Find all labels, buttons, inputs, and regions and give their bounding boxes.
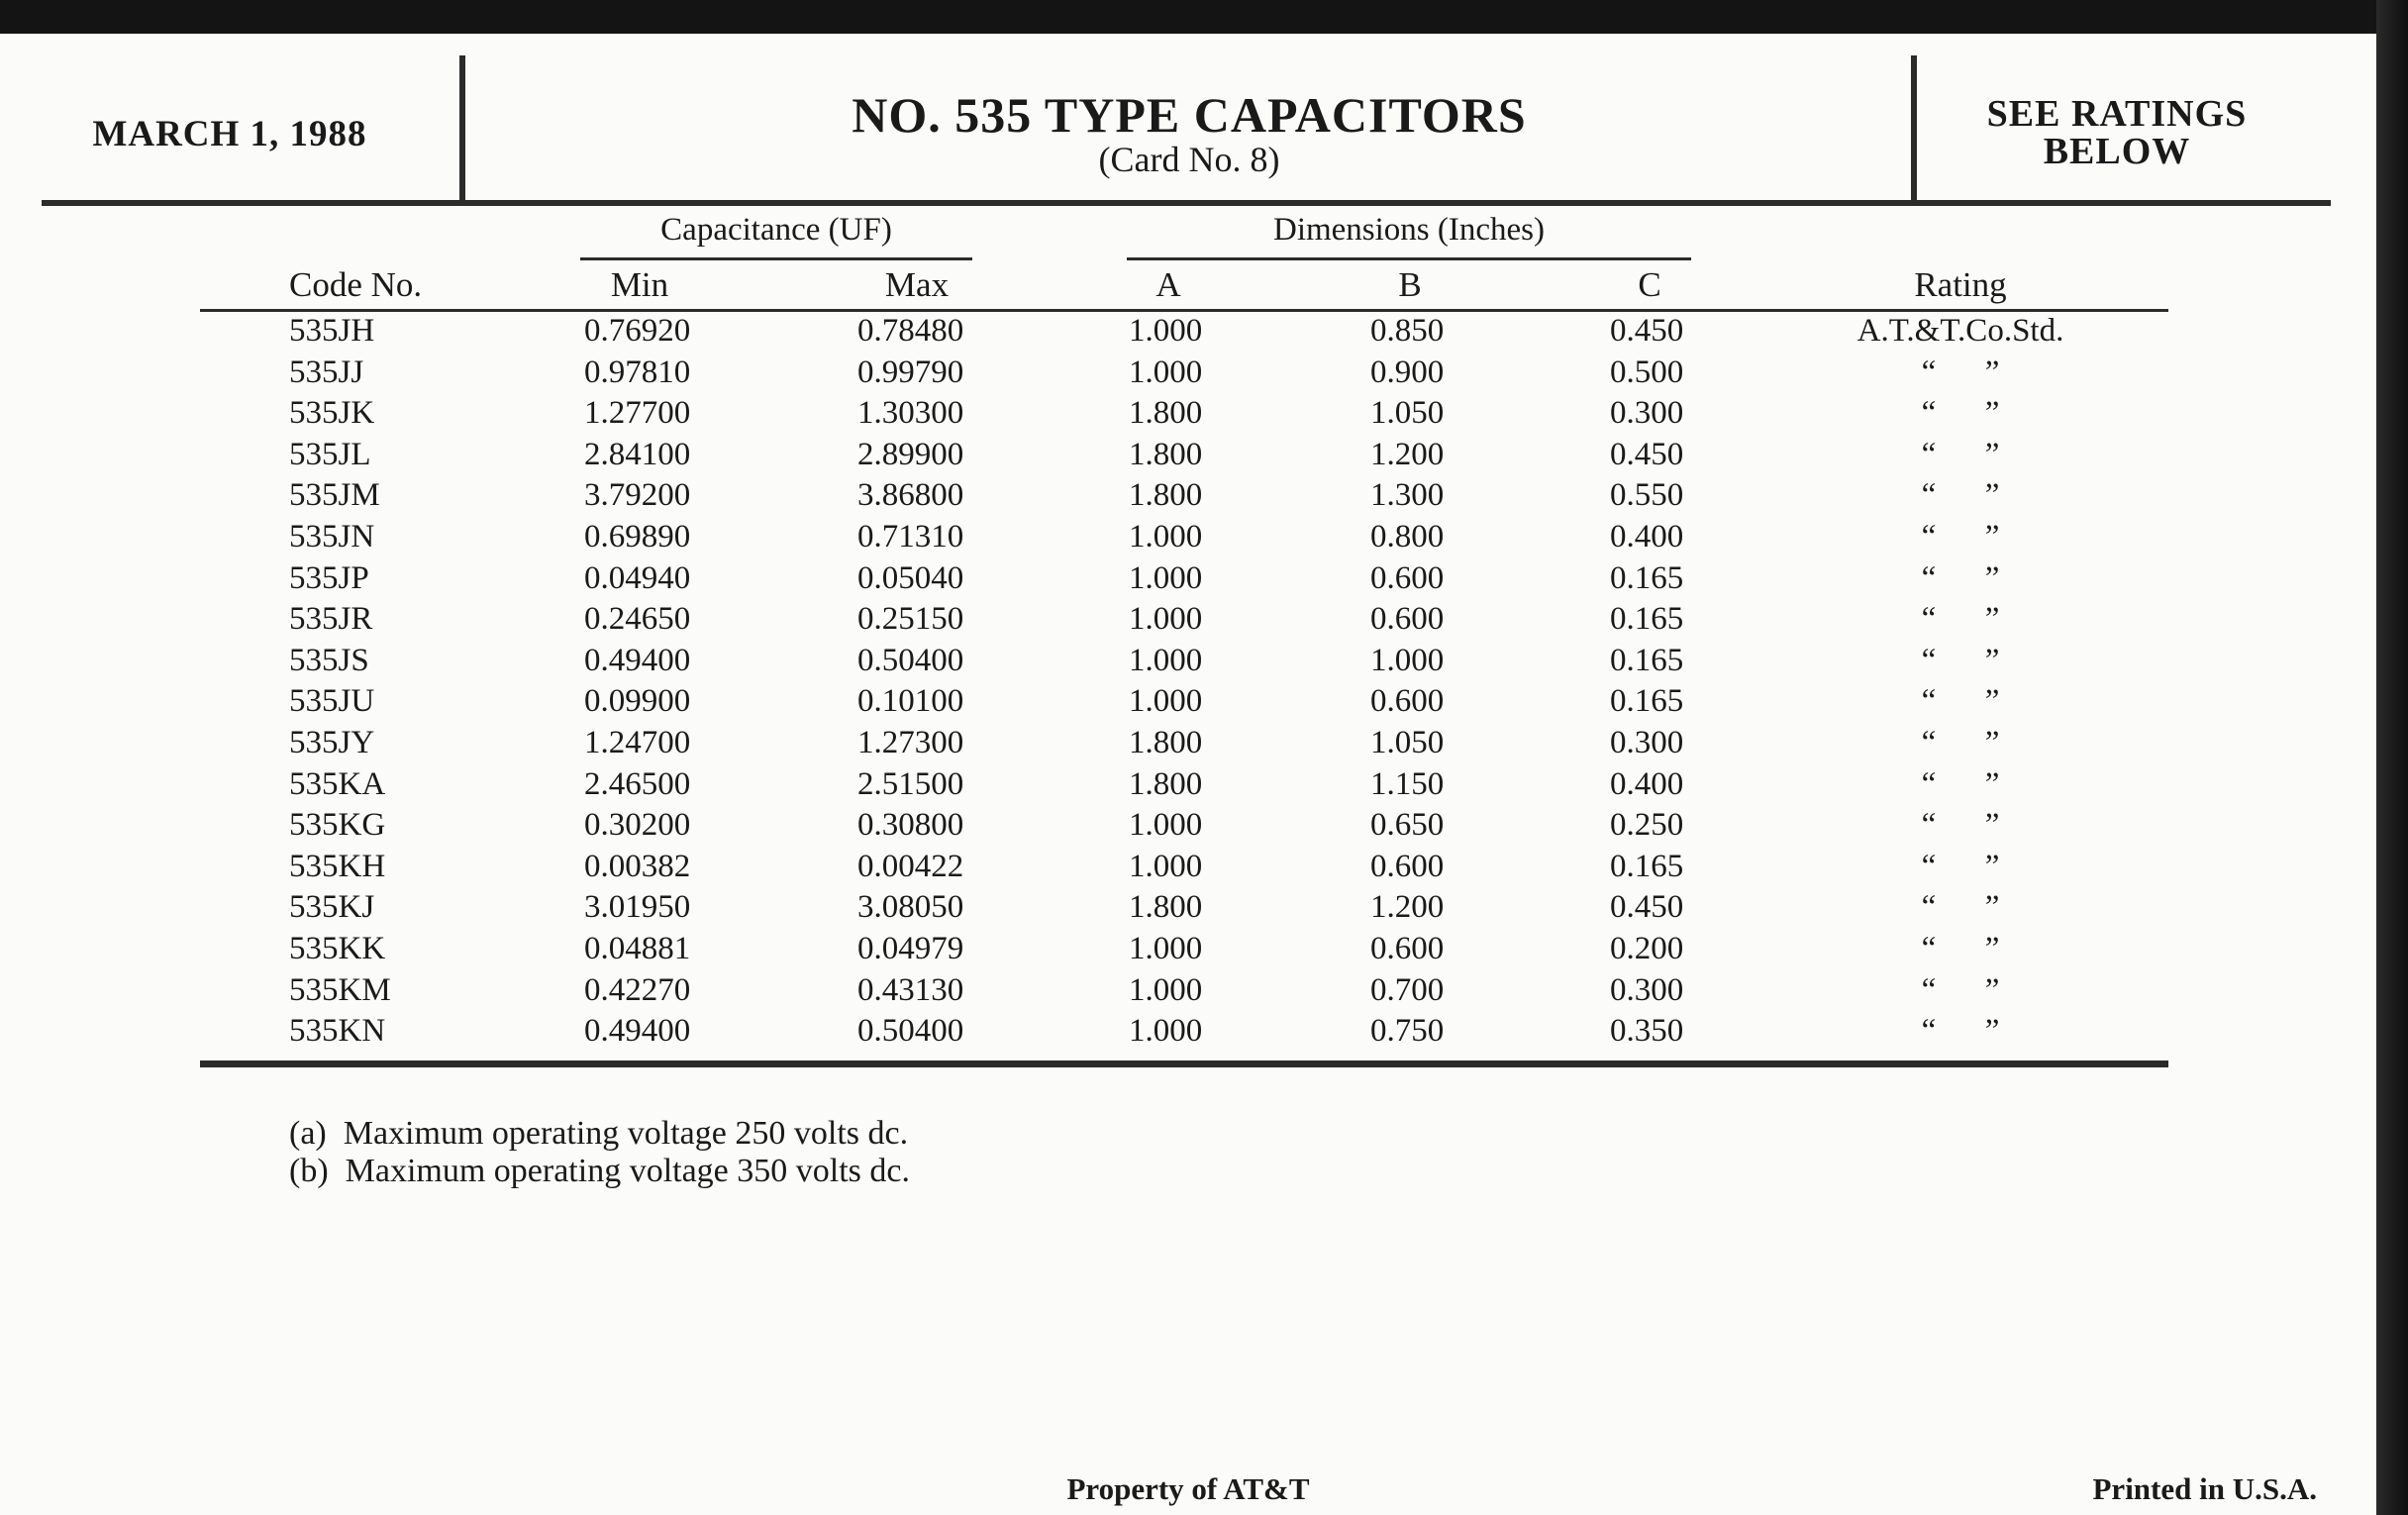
table-row — [0, 475, 2376, 517]
max-capacitance-cell: 0.30800 — [857, 807, 964, 844]
rating-cell: “ ” — [1921, 683, 2000, 720]
min-capacitance-cell: 1.27700 — [584, 395, 691, 432]
dimension-c-cell: 0.250 — [1610, 807, 1684, 844]
table-row — [0, 970, 2376, 1012]
dimension-a-cell: 1.800 — [1129, 395, 1203, 432]
column-header-c: C — [1638, 265, 1661, 304]
dimension-b-cell: 0.700 — [1370, 971, 1445, 1008]
card-date: MARCH 1, 1988 — [92, 114, 367, 154]
dimension-b-cell: 0.600 — [1370, 930, 1445, 966]
code-cell: 535KH — [289, 848, 386, 884]
min-capacitance-cell: 0.42270 — [584, 971, 691, 1008]
dimension-c-cell: 0.550 — [1610, 477, 1684, 514]
dimension-a-cell: 1.800 — [1129, 436, 1203, 472]
max-capacitance-cell: 0.99790 — [857, 354, 964, 390]
rating-cell: “ ” — [1921, 889, 2000, 926]
column-header-code: Code No. — [289, 265, 423, 304]
dimension-a-cell: 1.000 — [1129, 313, 1203, 349]
dimension-a-cell: 1.000 — [1129, 518, 1203, 555]
table-row — [0, 641, 2376, 682]
table-row — [0, 1011, 2376, 1053]
dimension-b-cell: 1.050 — [1370, 724, 1445, 760]
code-cell: 535JY — [289, 724, 375, 760]
table-row — [0, 435, 2376, 476]
dimension-a-cell: 1.000 — [1129, 1013, 1203, 1050]
dimension-b-cell: 0.600 — [1370, 683, 1445, 720]
column-header-b: B — [1398, 265, 1422, 304]
min-capacitance-cell: 2.84100 — [584, 436, 691, 472]
rating-cell: “ ” — [1921, 1013, 2000, 1050]
dimension-c-cell: 0.450 — [1610, 436, 1684, 472]
ratings-notice — [1917, 95, 2317, 170]
min-capacitance-cell: 0.97810 — [584, 354, 691, 390]
dimension-a-cell: 1.800 — [1129, 724, 1203, 760]
max-capacitance-cell: 0.00422 — [857, 848, 964, 884]
code-cell: 535KG — [289, 807, 386, 844]
code-cell: 535JP — [289, 559, 369, 596]
dimension-a-cell: 1.000 — [1129, 807, 1203, 844]
rating-cell: “ ” — [1921, 518, 2000, 555]
min-capacitance-cell: 1.24700 — [584, 724, 691, 760]
rating-cell: “ ” — [1921, 930, 2000, 966]
dimension-c-cell: 0.200 — [1610, 930, 1684, 966]
dimension-b-cell: 1.150 — [1370, 765, 1445, 802]
dimension-a-cell: 1.800 — [1129, 477, 1203, 514]
dimension-b-cell: 1.200 — [1370, 889, 1445, 926]
spec-card — [0, 34, 2376, 1515]
table-row — [0, 847, 2376, 888]
min-capacitance-cell: 3.79200 — [584, 477, 691, 514]
dimension-b-cell: 0.800 — [1370, 518, 1445, 555]
ratings-notice-line2: BELOW — [2043, 131, 2191, 172]
max-capacitance-cell: 2.51500 — [857, 765, 964, 802]
table-row — [0, 311, 2376, 353]
dimension-c-cell: 0.450 — [1610, 889, 1684, 926]
code-cell: 535KM — [289, 971, 391, 1008]
dimension-b-cell: 0.900 — [1370, 354, 1445, 390]
dimension-b-cell: 0.750 — [1370, 1013, 1445, 1050]
dimension-a-cell: 1.000 — [1129, 642, 1203, 678]
max-capacitance-cell: 2.89900 — [857, 436, 964, 472]
dimension-a-cell: 1.000 — [1129, 848, 1203, 884]
table-bottom-rule — [200, 1060, 2168, 1067]
printed-notice: Printed in U.S.A. — [2092, 1471, 2317, 1506]
code-cell: 535KJ — [289, 889, 375, 926]
dimension-a-cell: 1.000 — [1129, 930, 1203, 966]
dimension-c-cell: 0.300 — [1610, 971, 1684, 1008]
dimension-a-cell: 1.800 — [1129, 889, 1203, 926]
rating-cell: “ ” — [1921, 765, 2000, 802]
footnote-b: (b) Maximum operating voltage 350 volts dc. — [289, 1153, 910, 1189]
max-capacitance-cell: 0.05040 — [857, 559, 964, 596]
dimension-c-cell: 0.165 — [1610, 642, 1684, 678]
dimension-a-cell: 1.000 — [1129, 559, 1203, 596]
max-capacitance-cell: 0.43130 — [857, 971, 964, 1008]
max-capacitance-cell: 3.86800 — [857, 477, 964, 514]
dimension-c-cell: 0.450 — [1610, 313, 1684, 349]
dimension-c-cell: 0.300 — [1610, 395, 1684, 432]
rating-cell: “ ” — [1921, 971, 2000, 1008]
code-cell: 535JN — [289, 518, 375, 555]
min-capacitance-cell: 0.76920 — [584, 313, 691, 349]
table-row — [0, 887, 2376, 929]
max-capacitance-cell: 0.04979 — [857, 930, 964, 966]
ratings-notice-line1: SEE RATINGS — [1986, 93, 2248, 135]
dimension-c-cell: 0.350 — [1610, 1013, 1684, 1050]
column-header-max: Max — [884, 265, 950, 304]
dimension-b-cell: 1.300 — [1370, 477, 1445, 514]
code-cell: 535KK — [289, 930, 386, 966]
rating-cell: “ ” — [1921, 477, 2000, 514]
table-row — [0, 393, 2376, 435]
footnotes — [289, 1115, 910, 1190]
capacitance-group-rule — [580, 257, 972, 260]
min-capacitance-cell: 3.01950 — [584, 889, 691, 926]
rating-cell: “ ” — [1921, 601, 2000, 638]
title-block — [465, 89, 1913, 178]
dimension-b-cell: 0.850 — [1370, 313, 1445, 349]
dimension-a-cell: 1.800 — [1129, 765, 1203, 802]
footnote-a: (a) Maximum operating voltage 250 volts dc. — [289, 1115, 909, 1152]
dimension-b-cell: 0.600 — [1370, 559, 1445, 596]
code-cell: 535JM — [289, 477, 380, 514]
dimension-c-cell: 0.400 — [1610, 518, 1684, 555]
dimensions-group-rule — [1127, 257, 1691, 260]
dimension-c-cell: 0.400 — [1610, 765, 1684, 802]
rating-cell: “ ” — [1921, 724, 2000, 760]
scan-edge — [2376, 0, 2408, 1515]
dimension-a-cell: 1.000 — [1129, 354, 1203, 390]
table-row — [0, 929, 2376, 970]
dimension-b-cell: 1.050 — [1370, 395, 1445, 432]
dimension-b-cell: 0.600 — [1370, 601, 1445, 638]
max-capacitance-cell: 0.25150 — [857, 601, 964, 638]
rating-cell: “ ” — [1921, 354, 2000, 390]
min-capacitance-cell: 0.00382 — [584, 848, 691, 884]
table-row — [0, 599, 2376, 641]
table-row — [0, 517, 2376, 558]
dimension-c-cell: 0.165 — [1610, 601, 1684, 638]
rating-cell: “ ” — [1921, 395, 2000, 432]
dimension-b-cell: 0.600 — [1370, 848, 1445, 884]
max-capacitance-cell: 0.71310 — [857, 518, 964, 555]
code-cell: 535JJ — [289, 354, 364, 390]
dimension-b-cell: 1.200 — [1370, 436, 1445, 472]
min-capacitance-cell: 0.69890 — [584, 518, 691, 555]
dimension-c-cell: 0.165 — [1610, 848, 1684, 884]
max-capacitance-cell: 1.27300 — [857, 724, 964, 760]
dimension-c-cell: 0.500 — [1610, 354, 1684, 390]
code-cell: 535KA — [289, 765, 386, 802]
max-capacitance-cell: 3.08050 — [857, 889, 964, 926]
max-capacitance-cell: 1.30300 — [857, 395, 964, 432]
max-capacitance-cell: 0.50400 — [857, 1013, 964, 1050]
dimension-a-cell: 1.000 — [1129, 683, 1203, 720]
table-row — [0, 353, 2376, 394]
column-header-min: Min — [610, 265, 669, 304]
min-capacitance-cell: 0.09900 — [584, 683, 691, 720]
dimension-b-cell: 0.650 — [1370, 807, 1445, 844]
dimension-c-cell: 0.300 — [1610, 724, 1684, 760]
table-row — [0, 764, 2376, 806]
code-cell: 535JR — [289, 601, 373, 638]
column-header-a: A — [1155, 265, 1181, 304]
table-row — [0, 805, 2376, 847]
code-cell: 535KN — [289, 1013, 386, 1050]
code-cell: 535JK — [289, 395, 375, 432]
min-capacitance-cell: 0.30200 — [584, 807, 691, 844]
table-body — [0, 311, 2376, 1053]
dimension-c-cell: 0.165 — [1610, 559, 1684, 596]
code-cell: 535JL — [289, 436, 371, 472]
column-header-rating: Rating — [1914, 265, 2007, 304]
max-capacitance-cell: 0.50400 — [857, 642, 964, 678]
rating-cell: A.T.&T.Co.Std. — [1856, 313, 2064, 349]
min-capacitance-cell: 0.04881 — [584, 930, 691, 966]
table-row — [0, 681, 2376, 723]
dimension-b-cell: 1.000 — [1370, 642, 1445, 678]
dimensions-group-header: Dimensions (Inches) — [1272, 212, 1546, 248]
code-cell: 535JH — [289, 313, 375, 349]
card-number: (Card No. 8) — [1098, 139, 1280, 179]
dimension-c-cell: 0.165 — [1610, 683, 1684, 720]
table-row — [0, 723, 2376, 764]
rating-cell: “ ” — [1921, 436, 2000, 472]
max-capacitance-cell: 0.78480 — [857, 313, 964, 349]
dimension-a-cell: 1.000 — [1129, 971, 1203, 1008]
header-rule — [42, 200, 2331, 206]
table-row — [0, 558, 2376, 600]
min-capacitance-cell: 0.04940 — [584, 559, 691, 596]
code-cell: 535JU — [289, 683, 375, 720]
rating-cell: “ ” — [1921, 642, 2000, 678]
rating-cell: “ ” — [1921, 807, 2000, 844]
min-capacitance-cell: 0.49400 — [584, 642, 691, 678]
code-cell: 535JS — [289, 642, 369, 678]
capacitance-group-header: Capacitance (UF) — [660, 212, 892, 248]
page-title: NO. 535 TYPE CAPACITORS — [852, 87, 1527, 143]
min-capacitance-cell: 0.24650 — [584, 601, 691, 638]
dimension-a-cell: 1.000 — [1129, 601, 1203, 638]
rating-cell: “ ” — [1921, 559, 2000, 596]
max-capacitance-cell: 0.10100 — [857, 683, 964, 720]
property-notice: Property of AT&T — [1066, 1471, 1310, 1506]
min-capacitance-cell: 0.49400 — [584, 1013, 691, 1050]
min-capacitance-cell: 2.46500 — [584, 765, 691, 802]
rating-cell: “ ” — [1921, 848, 2000, 884]
